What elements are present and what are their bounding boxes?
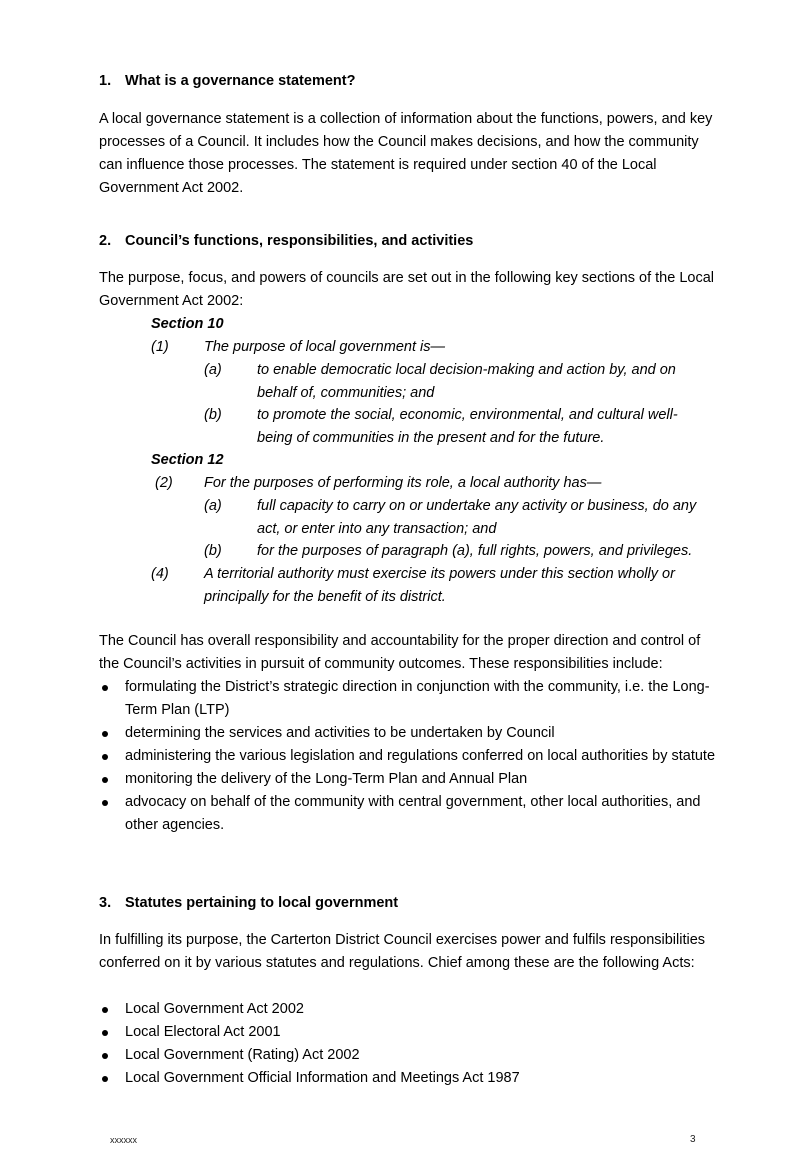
- section-12-clause-4-text: A territorial authority must exercise its powers under this section wholly or principally for the benefit of its district.: [204, 566, 675, 605]
- section-1-body: A local governance statement is a collection of information about the functions, powers, and key processes of a Council. It includes how the Council makes decisions, and how the community can influence those processes. The statement is required under section 40 of the Local Government Act 2002.: [99, 111, 713, 196]
- section-10-b-number: (b): [204, 407, 222, 423]
- section-12-clause-2-text: For the purposes of performing its role, a local authority has—: [204, 475, 602, 491]
- responsibility-intro: The Council has overall responsibility and accountability for the proper direction and control of the Council’s activities in pursuit of community outcomes. These responsibilities include:: [99, 633, 701, 672]
- list-item: determining the services and activities to be undertaken by Council: [99, 722, 719, 745]
- section-1-heading: [99, 73, 355, 89]
- bullet-icon: [102, 754, 108, 760]
- section-1-number: 1.: [99, 73, 112, 89]
- list-item: administering the various legislation and regulations conferred on local authorities by statute: [99, 745, 719, 768]
- list-item: monitoring the delivery of the Long-Term Plan and Annual Plan: [99, 768, 719, 791]
- section-2-intro: The purpose, focus, and powers of councils are set out in the following key sections of the Local Government Act 2002:: [99, 270, 714, 309]
- section-2-number: 2.: [99, 233, 112, 249]
- statutes-list: [99, 998, 719, 1090]
- section-12-clause-2-number: (2): [155, 475, 173, 491]
- section-12-clause-4-number: (4): [151, 566, 169, 582]
- list-item: Local Government (Rating) Act 2002: [99, 1044, 719, 1067]
- section-2-title: Council’s functions, responsibilities, and activities: [125, 233, 474, 249]
- section-3-heading: [99, 895, 398, 911]
- section-10-clause-1-text: The purpose of local government is—: [204, 339, 445, 355]
- section-12-b-number: (b): [204, 543, 222, 559]
- section-10-a-number: (a): [204, 362, 222, 378]
- section-12-a-number: (a): [204, 498, 222, 514]
- list-item: formulating the District’s strategic direction in conjunction with the community, i.e. the Long-Term Plan (LTP): [99, 676, 719, 722]
- bullet-icon: [102, 1076, 108, 1082]
- section-12-label: Section 12: [151, 452, 224, 468]
- bullet-icon: [102, 685, 108, 691]
- section-3-number: 3.: [99, 895, 112, 911]
- footer-reference: xxxxxx: [110, 1135, 137, 1145]
- section-3-title: Statutes pertaining to local government: [125, 895, 399, 911]
- list-item: Local Electoral Act 2001: [99, 1021, 719, 1044]
- section-10-b-text: to promote the social, economic, environmental, and cultural well-being of communities in the present and for the future.: [257, 407, 678, 446]
- section-12-a-text: full capacity to carry on or undertake any activity or business, do any act, or enter into any transaction; and: [257, 498, 697, 537]
- list-item: advocacy on behalf of the community with central government, other local authorities, and other agencies.: [99, 791, 719, 837]
- section-12-b-text: for the purposes of paragraph (a), full rights, powers, and privileges.: [257, 543, 693, 559]
- bullet-icon: [102, 800, 108, 806]
- section-10-clause-1-number: (1): [151, 339, 169, 355]
- section-3-body: In fulfilling its purpose, the Carterton District Council exercises power and fulfils responsibilities conferred on it by various statutes and regulations. Chief among these are the following Acts:: [99, 932, 706, 971]
- bullet-icon: [102, 731, 108, 737]
- section-1-title: What is a governance statement?: [125, 73, 356, 89]
- section-10-label: Section 10: [151, 316, 224, 332]
- list-item: Local Government Act 2002: [99, 998, 719, 1021]
- bullet-icon: [102, 1007, 108, 1013]
- bullet-icon: [102, 1030, 108, 1036]
- responsibility-list: [99, 676, 719, 837]
- list-item: Local Government Official Information and Meetings Act 1987: [99, 1067, 719, 1090]
- section-10-a-text: to enable democratic local decision-making and action by, and on behalf of, communities; and: [257, 362, 676, 401]
- bullet-icon: [102, 1053, 108, 1059]
- page-number: 3: [690, 1134, 696, 1145]
- bullet-icon: [102, 777, 108, 783]
- section-2-heading: [99, 233, 473, 249]
